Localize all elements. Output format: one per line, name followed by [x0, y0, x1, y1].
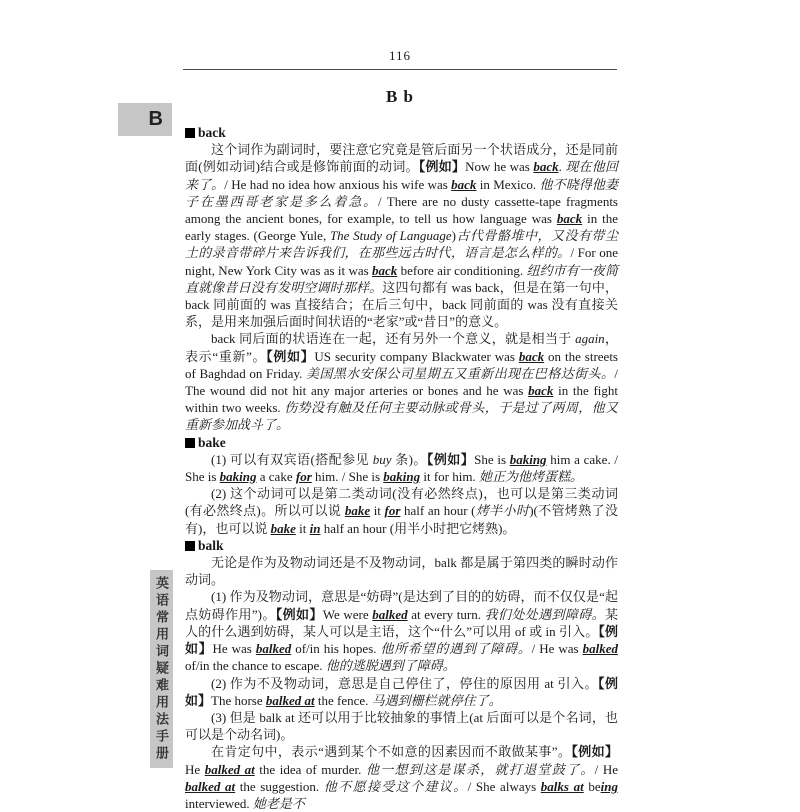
text-segment: 美国黑水安保公司星期五又重新出现在巴格达街头。: [306, 365, 615, 381]
text-segment: bake: [344, 503, 371, 519]
text-segment: US security company Blackwater was: [314, 348, 519, 364]
text-segment: 某人的什么遇到妨碍，某人可以是主语，这个“什么”可以用 of 或 in 引入。: [185, 606, 618, 639]
book-title-vertical-strip: 英语常用词疑难用法手册: [150, 570, 173, 768]
text-segment: (2) 作为不及物动词，意思是自己停住了，停住的原因用 at 引入。: [211, 675, 598, 691]
text-segment: the fence.: [314, 692, 372, 708]
text-segment: a cake: [256, 469, 296, 485]
paragraph: [185, 485, 618, 537]
text-segment: half an hour (用半小时把它烤熟)。: [320, 520, 516, 536]
text-segment: balked at: [204, 761, 255, 777]
thumb-tab-letter: B: [148, 108, 163, 130]
text-segment: balked: [255, 641, 292, 657]
text-segment: again: [575, 331, 605, 347]
text-segment: 这四句都有 was back，但是在第一句中，back 同前面的 was 直接结合；在后三句中，back 同前面的 was 没有直接关系，是用来加强后面时间状语的“老家”或“昔日”的意义。: [185, 279, 618, 330]
text-segment: half an hour (: [400, 503, 476, 519]
entry-bullet-square-icon: [185, 128, 195, 138]
text-segment: the idea of murder.: [254, 761, 366, 777]
text-segment: / She always: [467, 778, 541, 794]
text-segment: baking: [383, 469, 421, 485]
paragraph: [185, 554, 618, 588]
text-segment: The horse: [211, 692, 266, 708]
text-segment: 纽约市有一夜简直就像昔日没有发明空调时那样。: [185, 262, 618, 295]
headword-text: back: [198, 125, 226, 140]
text-segment: buy: [372, 451, 392, 467]
text-segment: He was: [212, 641, 256, 657]
text-segment: be: [583, 778, 601, 794]
text-segment: 无论是作为及物动词还是不及物动词，balk 都是属于第四类的瞬时动作动词。: [185, 555, 618, 588]
text-segment: back: [451, 176, 477, 192]
text-segment: / He was: [531, 641, 583, 657]
paragraph: [185, 451, 618, 485]
text-segment: balked at: [185, 778, 236, 794]
entry-headword-bake: [185, 434, 618, 451]
section-letter-heading: B b: [385, 87, 415, 106]
text-segment: for: [384, 503, 401, 519]
text-segment: in the fight within two weeks.: [185, 383, 619, 416]
text-segment: 她正为他烤蛋糕。: [478, 469, 583, 485]
text-segment: 他一想到这是谋杀，就打退堂鼓了。: [365, 761, 595, 777]
text-segment: 【例如】: [571, 744, 618, 760]
entry-headword-back: [185, 124, 618, 141]
headword-text: balk: [198, 537, 224, 553]
header-rule-divider: [183, 69, 617, 70]
text-segment: bake: [270, 520, 296, 536]
text-segment: ing: [600, 778, 618, 794]
text-segment: it: [295, 520, 310, 536]
text-segment: 伤势没有触及任何主要动脉或骨头，于是过了两周，他又重新参加战斗了。: [185, 400, 618, 433]
text-segment: before air conditioning.: [397, 262, 527, 278]
text-segment: .: [558, 159, 566, 175]
text-segment: in Mexico.: [476, 176, 540, 192]
text-segment: interviewed.: [185, 795, 253, 811]
text-segment: back: [528, 383, 554, 399]
text-segment: back: [372, 262, 398, 278]
text-segment: 【例如】: [426, 451, 475, 467]
text-segment: 我们处处遇到障碍。: [484, 606, 605, 622]
text-segment: on the streets of Baghdad on Friday.: [185, 348, 618, 381]
text-segment: balked at: [265, 692, 315, 708]
text-segment: back: [533, 159, 559, 175]
text-segment: (3) 但是 balk at 还可以用于比较抽象的事情上(at 后面可以是个名词，也可以是个动名词)。: [185, 709, 618, 743]
text-segment: him a cake. / She is: [185, 451, 618, 485]
text-segment: it for him.: [420, 469, 479, 485]
text-segment: (1) 作为及物动词，意思是“妨碍”(是达到了目的的妨碍，而不仅仅是“起点妨碍作用”)。: [185, 589, 618, 622]
text-segment: / For one night, New York City was as it was: [185, 245, 618, 278]
text-segment: baking: [509, 451, 547, 467]
text-segment: ): [451, 228, 457, 244]
text-segment: / There are no dusty cassette-tape fragments among the ancient bones, for example, to tell us how language was: [185, 193, 618, 227]
text-segment: 【例如】: [185, 675, 618, 708]
text-segment: in the early stages. (George Yule,: [185, 211, 619, 244]
page-number: 116: [388, 48, 412, 63]
text-segment: balks at: [540, 778, 584, 794]
headword-text: bake: [198, 434, 226, 450]
text-segment: / The wound did not hit any major arteries or bones and he was: [185, 365, 618, 399]
text-segment: 马遇到栅栏就停住了。: [371, 692, 502, 708]
text-segment: 【例如】: [418, 159, 466, 175]
text-segment: 这个词作为副词时，要注意它究竟是管后面另一个状语成分，还是同前面(例如动词)结合或是修饰前面的动词。: [185, 142, 618, 175]
text-segment: 他不愿接受这个建议。: [323, 778, 468, 794]
text-segment: the suggestion.: [235, 778, 324, 794]
text-segment: 【例如】: [185, 623, 618, 657]
entry-headword-balk: [185, 537, 618, 554]
text-segment: (1) 可以有双宾语(搭配参见: [211, 451, 373, 467]
text-segment: him. / She is: [311, 469, 384, 485]
paragraph: [185, 141, 618, 330]
text-segment: Now he was: [465, 159, 534, 175]
text-segment: of/in his hopes.: [291, 641, 381, 657]
text-segment: baking: [219, 469, 257, 485]
text-segment: 他的逃脱遇到了障碍。: [325, 658, 456, 674]
entry-bullet-square-icon: [185, 438, 195, 448]
paragraph: [185, 675, 618, 709]
text-segment: 他所希望的遇到了障碍。: [380, 641, 532, 657]
paragraph: [185, 743, 618, 812]
text-segment: )(不管烤熟了没有)，也可以说: [185, 503, 618, 536]
text-segment: in: [309, 520, 321, 536]
text-segment: back 同后面的状语连在一起，还有另外一个意义，就是相当于: [211, 331, 576, 347]
text-segment: balked: [372, 606, 408, 622]
text-segment: / He: [594, 761, 618, 777]
text-segment: / He had no idea how anxious his wife was: [224, 176, 452, 192]
text-segment: 条)。: [391, 451, 427, 467]
text-segment: ，表示“重新”。: [185, 331, 618, 364]
text-segment: She is: [474, 451, 510, 467]
section-thumb-tab: [118, 103, 172, 136]
text-segment: He: [185, 761, 205, 777]
text-segment: The Study of Language: [329, 228, 452, 244]
text-segment: We were: [322, 606, 373, 622]
text-segment: back: [556, 211, 583, 227]
text-segment: back: [518, 348, 545, 364]
dictionary-entries: [185, 124, 618, 812]
text-segment: 【例如】: [266, 348, 315, 364]
text-segment: of/in the chance to escape.: [185, 658, 326, 674]
text-segment: (2) 这个动词可以是第二类动词(没有必然终点)，也可以是第三类动词(有必然终点)。所以可以说: [185, 486, 618, 519]
text-segment: balked: [582, 641, 618, 657]
text-segment: 在肯定句中，表示“遇到某个不如意的因素因而不敢做某事”。: [211, 744, 572, 760]
paragraph: [185, 588, 618, 674]
text-segment: 烤半小时: [475, 503, 530, 519]
text-segment: 他不晓得他妻子在墨西哥老家是多么着急。: [185, 176, 618, 209]
text-segment: 古代骨骼堆中，又没有带尘土的录音带碎片来告诉我们，在那些远古时代，语言是怎么样的。: [185, 228, 618, 261]
text-segment: for: [295, 469, 312, 485]
text-segment: at every turn.: [407, 606, 485, 622]
text-segment: 现在他回来了。: [185, 159, 618, 192]
text-segment: it: [370, 503, 385, 519]
paragraph: [185, 709, 618, 743]
entry-bullet-square-icon: [185, 541, 195, 551]
text-segment: 【例如】: [275, 606, 323, 622]
paragraph: [185, 330, 618, 433]
text-segment: 她老是不: [252, 795, 305, 811]
